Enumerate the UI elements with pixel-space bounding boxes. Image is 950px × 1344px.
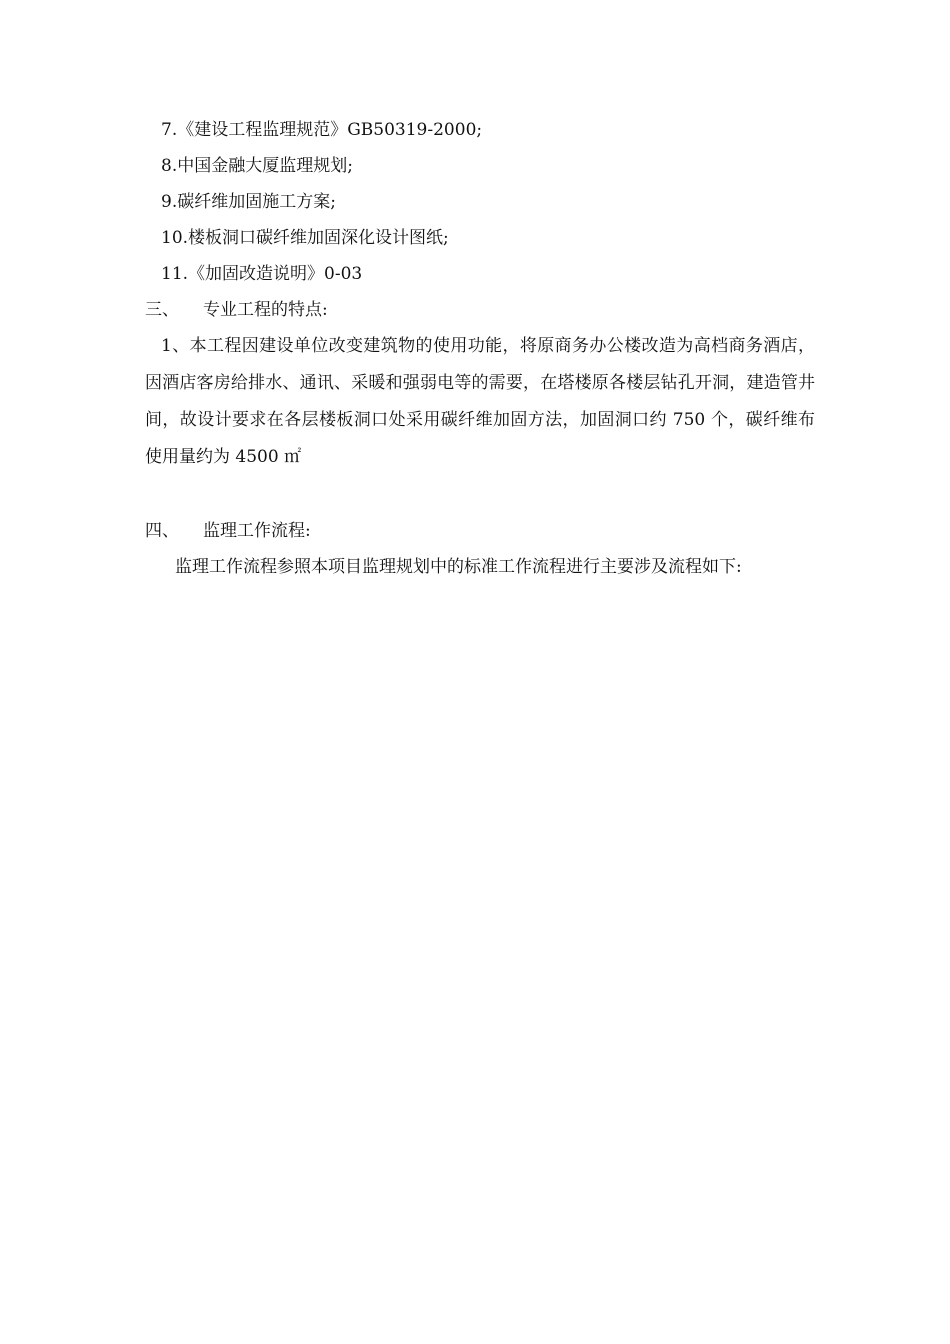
section-3-paragraph: 1、本工程因建设单位改变建筑物的使用功能，将原商务办公楼改造为高档商务酒店，因酒店客房给排水、通讯、采暖和强弱电等的需要，在塔楼原各楼层钻孔开洞，建造管井间，故设计要求在各层楼板洞口处采用碳纤维加固方法，加固洞口约 750 个，碳纤维布使用量约为 4500 ㎡ [145, 336, 815, 467]
reference-list [145, 112, 815, 292]
section-4-number: 四、 [145, 521, 179, 541]
reference-item-11: 11.《加固改造说明》0-03 [161, 264, 363, 284]
reference-item-8: 8.中国金融大厦监理规划; [161, 156, 353, 176]
section-3-heading [145, 292, 815, 328]
reference-item-9: 9.碳纤维加固施工方案; [161, 192, 336, 212]
document-body [145, 112, 815, 586]
section-4-paragraph: 监理工作流程参照本项目监理规划中的标准工作流程进行主要涉及流程如下: [175, 557, 742, 577]
blank-line [145, 476, 815, 513]
section-4-title: 监理工作流程: [203, 521, 311, 541]
section-3-number: 三、 [145, 300, 179, 320]
reference-item-7: 7.《建设工程监理规范》GB50319-2000; [161, 120, 483, 140]
reference-item-10: 10.楼板洞口碳纤维加固深化设计图纸; [161, 228, 449, 248]
section-4-heading [145, 513, 815, 549]
section-3-title: 专业工程的特点: [203, 300, 328, 320]
